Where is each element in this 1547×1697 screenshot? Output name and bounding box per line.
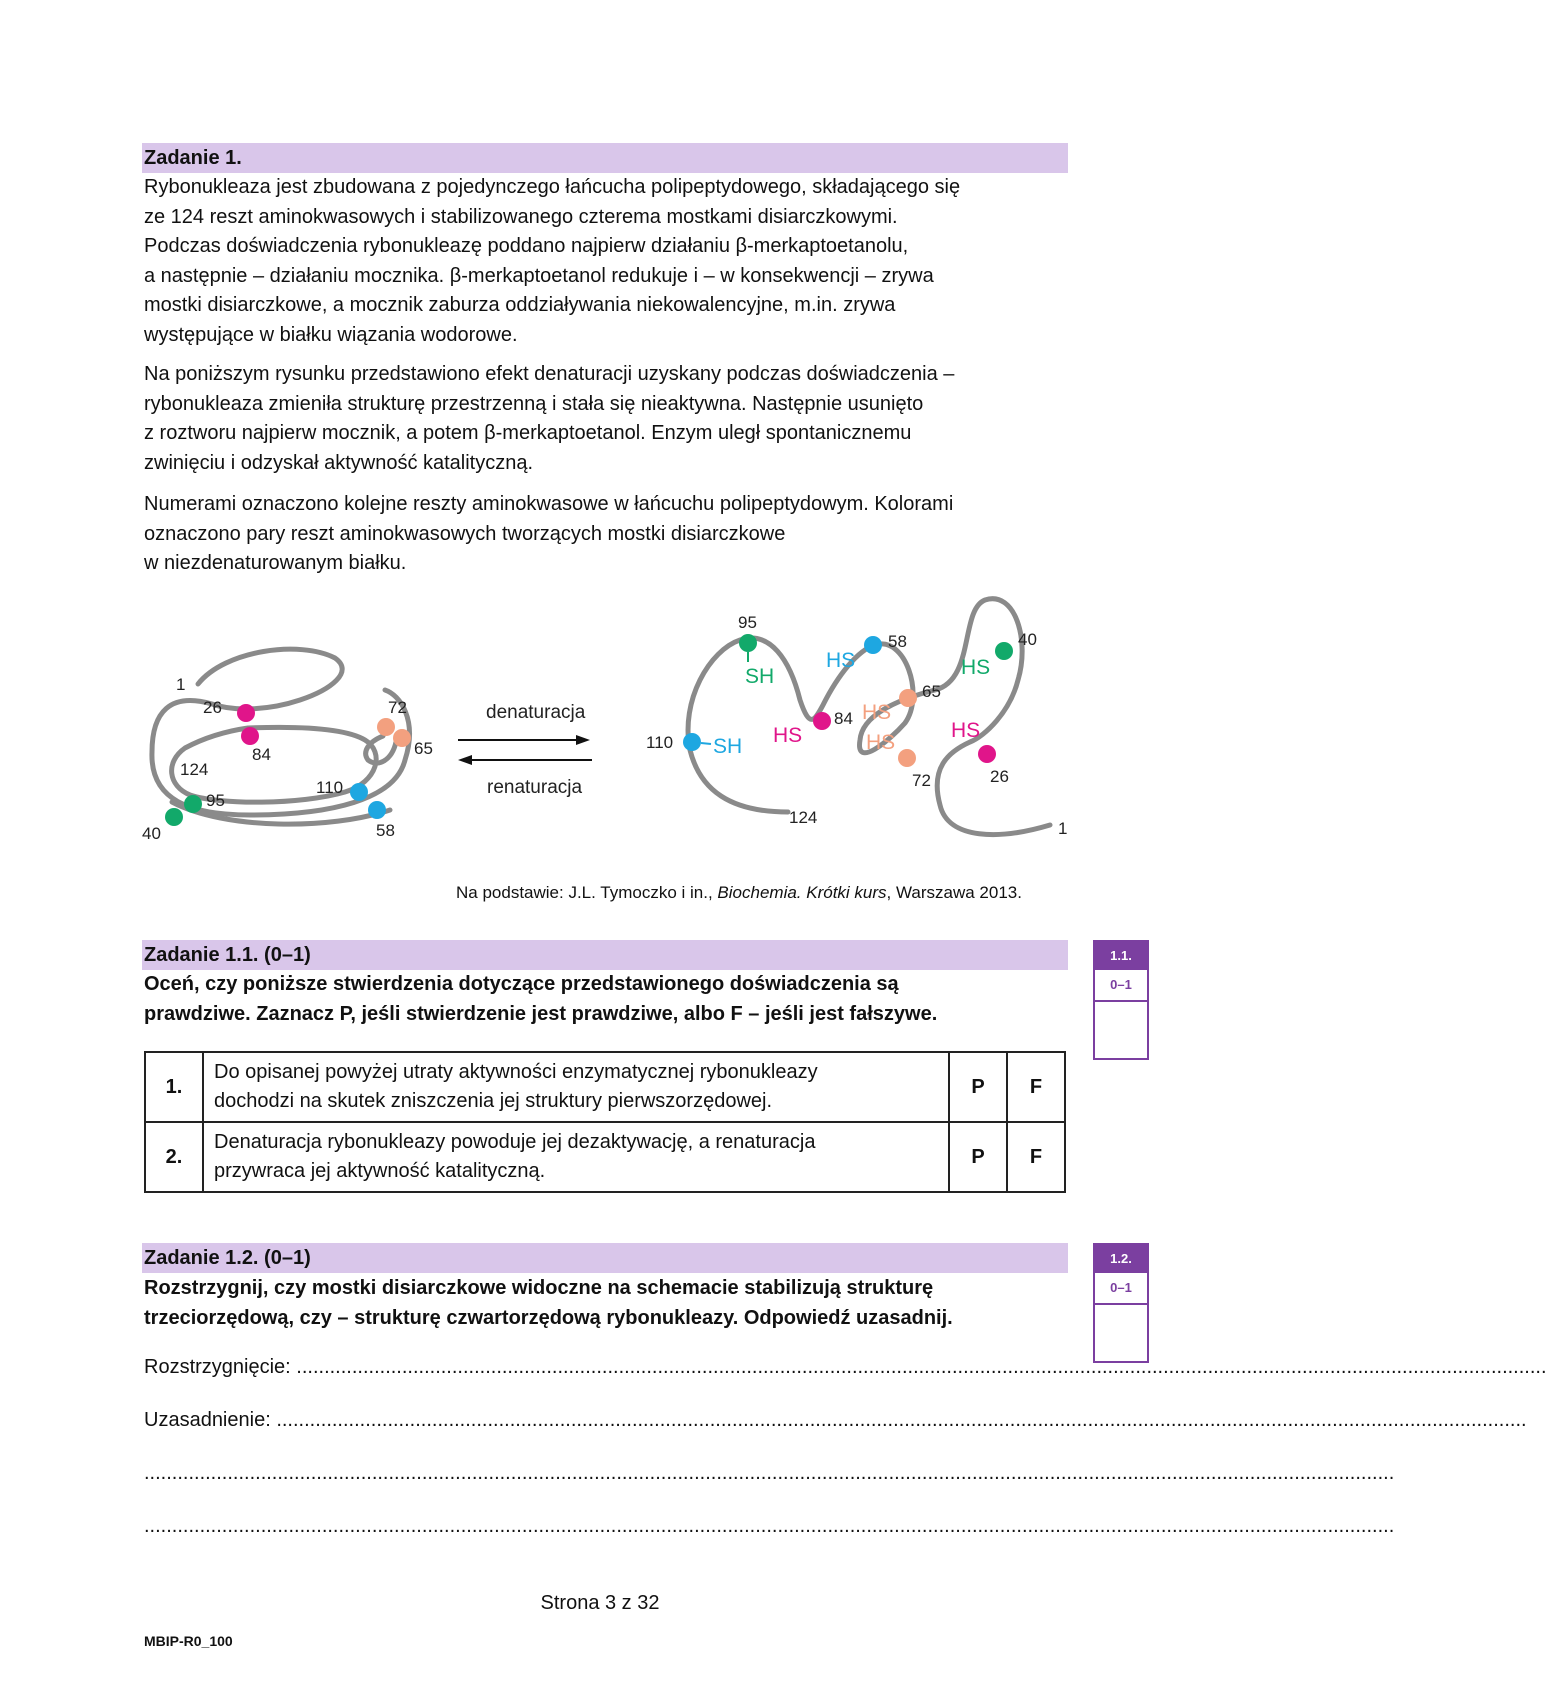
page-number: Strona 3 z 32: [540, 1592, 660, 1614]
intro-paragraph: [144, 173, 1074, 350]
label-left-72: 72: [388, 698, 407, 717]
label-left-95: 95: [206, 791, 225, 810]
label-left-124: 124: [180, 760, 209, 779]
text-line: rybonukleaza zmieniła strukturę przestrzenną i stała się nieaktywna. Następnie usunięto: [144, 392, 924, 415]
text-line: a następnie – działaniu mocznika. β-merkaptoetanol redukuje i – w konsekwencji – zrywa: [144, 264, 934, 287]
source-citation: [456, 883, 1022, 903]
text-line: ze 124 reszt aminokwasowych i stabilizowanego czterema mostkami disiarczkowymi.: [144, 205, 898, 228]
residue-26-dot-denatured: [978, 745, 996, 763]
score-box-1-1: [1093, 940, 1149, 1060]
answer-dots: .................................................................................................................................................................................................................................: [144, 1462, 1395, 1484]
text-line: występujące w białku wiązania wodorowe.: [144, 323, 518, 346]
residue-65-dot: [393, 729, 411, 747]
score-box-field[interactable]: [1095, 1305, 1147, 1361]
residue-72-dot-denatured: [898, 749, 916, 767]
residue-26-dot: [237, 704, 255, 722]
text-line: Numerami oznaczono kolejne reszty aminokwasowe w łańcuchu polipeptydowym. Kolorami: [144, 493, 954, 515]
label-right-65: 65: [922, 682, 941, 701]
label-right-26: 26: [990, 767, 1009, 786]
label-left-110: 110: [316, 778, 344, 797]
text-line: dochodzi na skutek zniszczenia jej struktury pierwszorzędowej.: [214, 1090, 773, 1112]
legend-paragraph: [144, 490, 1074, 579]
decision-label: Rozstrzygnięcie:: [144, 1356, 297, 1378]
source-suffix: , Warszawa 2013.: [886, 883, 1022, 902]
hs-group-84: HS: [773, 724, 803, 747]
reverse-arrowhead: [458, 755, 472, 765]
residue-40-dot-denatured: [995, 642, 1013, 660]
ribonuclease-diagram: [0, 590, 1200, 870]
hs-group-65: HS: [862, 701, 892, 724]
text-line: zwinięciu i odzyskał aktywność katalityczną.: [144, 451, 534, 474]
answer-dots: .................................................................................................................................................................................................................................: [296, 1356, 1547, 1378]
table-row: [145, 1052, 1065, 1122]
score-box-field[interactable]: [1095, 1002, 1147, 1058]
task-title: Zadanie 1.: [142, 143, 1068, 173]
text-line: Podczas doświadczenia rybonukleazę poddano najpierw działaniu β-merkaptoetanolu,: [144, 235, 909, 257]
label-right-40: 40: [1018, 630, 1037, 649]
residue-110-dot-denatured: [683, 733, 701, 751]
label-right-124: 124: [789, 808, 818, 827]
text-line: Oceń, czy poniższe stwierdzenia dotyczące przedstawionego doświadczenia są: [144, 973, 899, 995]
justification-label: Uzasadnienie:: [144, 1409, 277, 1431]
text-line: mostki disiarczkowe, a mocznik zaburza oddziaływania niekowalencyjne, m.in. zrywa: [144, 294, 896, 316]
true-option[interactable]: P: [949, 1122, 1007, 1192]
label-right-72: 72: [912, 771, 931, 790]
row-number: 1.: [145, 1052, 203, 1122]
score-box-label: 1.2.: [1095, 1245, 1147, 1273]
sh-group-110: SH: [713, 735, 743, 758]
residue-58-dot: [368, 801, 386, 819]
task-1-1-title: Zadanie 1.1. (0–1): [142, 940, 1068, 970]
residue-95-dot-denatured: [739, 634, 757, 652]
text-line: w niezdenaturowanym białku.: [144, 552, 407, 574]
forward-arrowhead: [576, 735, 590, 745]
text-line: Na poniższym rysunku przedstawiono efekt denaturacji uzyskany podczas doświadczenia –: [144, 363, 955, 385]
label-right-1: 1: [1058, 819, 1068, 838]
source-title: Biochemia. Krótki kurs: [717, 883, 887, 902]
text-line: przywraca jej aktywność katalityczną.: [214, 1160, 546, 1182]
text-line: oznaczono pary reszt aminokwasowych tworzących mostki disiarczkowe: [144, 522, 786, 545]
statement-text: [203, 1122, 949, 1192]
hs-group-26: HS: [951, 719, 981, 742]
hs-group-72: HS: [866, 731, 896, 754]
label-right-95: 95: [738, 613, 757, 632]
table-row: [145, 1122, 1065, 1192]
decision-answer-line[interactable]: [144, 1356, 1547, 1379]
renaturation-label: renaturacja: [487, 777, 583, 798]
answer-dots: .................................................................................................................................................................................................................................: [144, 1515, 1395, 1537]
justification-answer-line[interactable]: [144, 1409, 1527, 1432]
residue-58-dot-denatured: [864, 636, 882, 654]
true-option[interactable]: P: [949, 1052, 1007, 1122]
label-left-26: 26: [203, 698, 222, 717]
answer-line[interactable]: [144, 1462, 1395, 1485]
label-left-40: 40: [142, 824, 161, 843]
residue-84-dot-denatured: [813, 712, 831, 730]
text-line: Rybonukleaza jest zbudowana z pojedynczego łańcucha polipeptydowego, składającego się: [144, 176, 961, 198]
false-option[interactable]: F: [1007, 1052, 1065, 1122]
score-box-range: 0–1: [1095, 1273, 1147, 1305]
text-line: trzeciorzędową, czy – strukturę czwartorzędową rybonukleazy. Odpowiedź uzasadnij.: [144, 1306, 953, 1329]
experiment-paragraph: [144, 360, 1074, 478]
label-left-65: 65: [414, 739, 433, 758]
text-line: Denaturacja rybonukleazy powoduje jej dezaktywację, a renaturacja: [214, 1131, 816, 1153]
score-box-label: 1.1.: [1095, 942, 1147, 970]
label-right-84: 84: [834, 709, 853, 728]
source-prefix: Na podstawie: J.L. Tymoczko i in.,: [456, 883, 718, 902]
residue-65-dot-denatured: [899, 689, 917, 707]
false-option[interactable]: F: [1007, 1122, 1065, 1192]
answer-dots: .................................................................................................................................................................................................................................: [276, 1409, 1527, 1431]
text-line: Do opisanej powyżej utraty aktywności enzymatycznej rybonukleazy: [214, 1061, 818, 1083]
label-right-58: 58: [888, 632, 907, 651]
statement-text: [203, 1052, 949, 1122]
true-false-table: [144, 1051, 1066, 1193]
score-box-range: 0–1: [1095, 970, 1147, 1002]
residue-40-dot: [165, 808, 183, 826]
label-left-84: 84: [252, 745, 271, 764]
task-1-2-instruction: [144, 1274, 1074, 1333]
sh-group-95: SH: [745, 665, 775, 688]
task-1-1-instruction: [144, 970, 1074, 1029]
residue-110-dot: [350, 783, 368, 801]
task-1-2-title: Zadanie 1.2. (0–1): [142, 1243, 1068, 1273]
hs-group-58: HS: [826, 649, 856, 672]
exam-code: MBIP-R0_100: [144, 1633, 233, 1649]
residue-84-dot: [241, 727, 259, 745]
label-left-1: 1: [176, 675, 186, 694]
text-line: prawdziwe. Zaznacz P, jeśli stwierdzenie jest prawdziwe, albo F – jeśli jest fałszywe.: [144, 1002, 938, 1025]
score-box-1-2: [1093, 1243, 1149, 1363]
residue-72-dot: [377, 718, 395, 736]
text-line: Rozstrzygnij, czy mostki disiarczkowe widoczne na schemacie stabilizują strukturę: [144, 1277, 934, 1299]
denaturation-label: denaturacja: [486, 702, 586, 723]
sh-bond: [701, 743, 711, 744]
row-number: 2.: [145, 1122, 203, 1192]
label-left-58: 58: [376, 821, 395, 840]
label-right-110: 110: [646, 733, 674, 752]
text-line: z roztworu najpierw mocznik, a potem β-merkaptoetanol. Enzym uległ spontanicznemu: [144, 422, 912, 444]
residue-95-dot: [184, 795, 202, 813]
answer-line[interactable]: [144, 1515, 1395, 1538]
hs-group-40: HS: [961, 656, 991, 679]
